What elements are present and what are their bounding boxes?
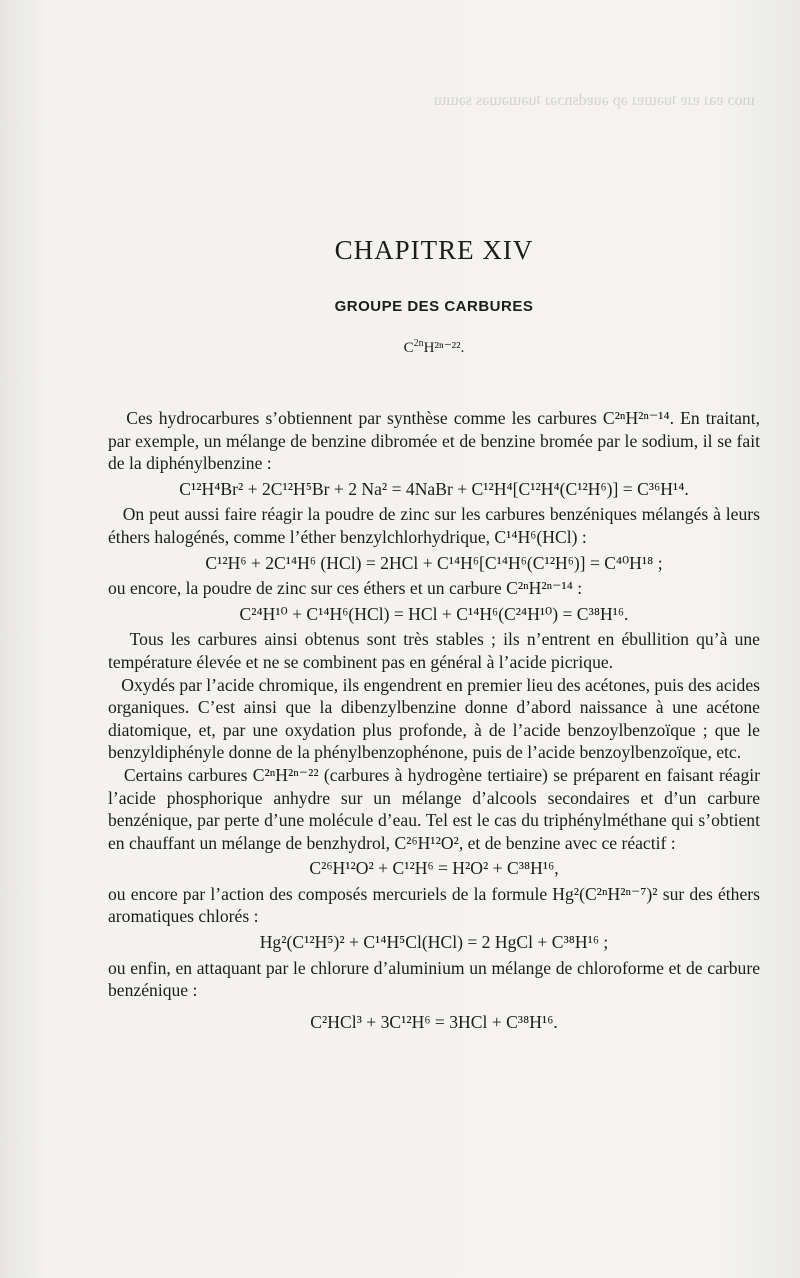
equation: C²⁶H¹²O² + C¹²H⁶ = H²O² + C³⁸H¹⁶,	[309, 858, 559, 879]
paragraph: On peut aussi faire réagir la poudre de zinc sur les carbures benzéniques mélangés à leurs éthers halogénés, comme l’éther benzylchlorhydrique, C¹⁴H⁶(HCl) :	[108, 504, 760, 547]
chapter-title: CHAPITRE XIV	[334, 235, 534, 265]
paragraph: Oxydés par l’acide chromique, ils engendrent en premier lieu des acétones, puis des acides organiques. C’est ainsi que la dibenzylbenzine donne d’abord naissance à une acétone diatomique, et, par une oxydation plus profonde, à de l’acide benzoylbenzoïque ; que le benzyldiphényle donne de la phénylbenzophénone, puis de l’acide benzoylbenzoïque, etc.	[108, 674, 760, 763]
body-text	[108, 407, 760, 1033]
paragraph: Certains carbures C²ⁿH²ⁿ⁻²² (carbures à hydrogène tertiaire) se préparent en faisant réagir l’acide phosphorique anhydre sur un mélange d’alcools secondaires et d’un carbure benzénique, par perte d’une molécule d’eau. Tel est le cas du triphénylméthane qui s’obtient en chauffant un mélange de benzhydrol, C²⁶H¹²O², et de benzine avec ce réactif :	[108, 764, 760, 853]
paragraph: Ces hydrocarbures s’obtiennent par synthèse comme les carbures C²ⁿH²ⁿ⁻¹⁴. En traitant, par exemple, un mélange de benzine dibromée et de benzine bromée par le sodium, il se fait de la diphénylbenzine :	[108, 408, 760, 474]
section-formula: $C^{2n}H^{2n-22}$.	[403, 338, 465, 356]
section-title: GROUPE DES CARBURES	[334, 298, 534, 315]
paragraph: Tous les carbures ainsi obtenus sont très stables ; ils n’entrent en ébullition qu’à une température élevée et ne se combinent pas en général à l’acide picrique.	[108, 629, 760, 672]
equation: C²HCl³ + 3C¹²H⁶ = 3HCl + C³⁸H¹⁶.	[310, 1011, 558, 1032]
paragraph: ou encore, la poudre de zinc sur ces éthers et un carbure C²ⁿH²ⁿ⁻¹⁴ :	[108, 578, 583, 599]
equation: C¹²H⁶ + 2C¹⁴H⁶ (HCl) = 2HCl + C¹⁴H⁶[C¹⁴H⁶(C¹²H⁶)] = C⁴⁰H¹⁸ ;	[205, 552, 663, 573]
equation: C¹²H⁴Br² + 2C¹²H⁵Br + 2 Na² = 4NaBr + C¹²H⁴[C¹²H⁴(C¹²H⁶)] = C³⁶H¹⁴.	[179, 478, 689, 499]
paragraph: ou enfin, en attaquant par le chlorure d’aluminium un mélange de chloroforme et de carbure benzénique :	[108, 957, 760, 1001]
paragraph: ou encore par l’action des composés mercuriels de la formule Hg²(C²ⁿH²ⁿ⁻⁷)² sur des éthers aromatiques chlorés :	[108, 883, 760, 927]
bleed-through-text: ınoɔ ɐǝɹ ɐɹɐ ʇuǝɯɐɹ ǝp ǝuɐdsnɔǝɹ ʇuǝɯǝɯǝs sǝɯɯ	[433, 92, 755, 109]
equation: Hg²(C¹²H⁵)² + C¹⁴H⁵Cl(HCl) = 2 HgCl + C³⁸H¹⁶ ;	[259, 932, 609, 953]
equation: C²⁴H¹⁰ + C¹⁴H⁶(HCl) = HCl + C¹⁴H⁶(C²⁴H¹⁰) = C³⁸H¹⁶.	[239, 603, 629, 624]
